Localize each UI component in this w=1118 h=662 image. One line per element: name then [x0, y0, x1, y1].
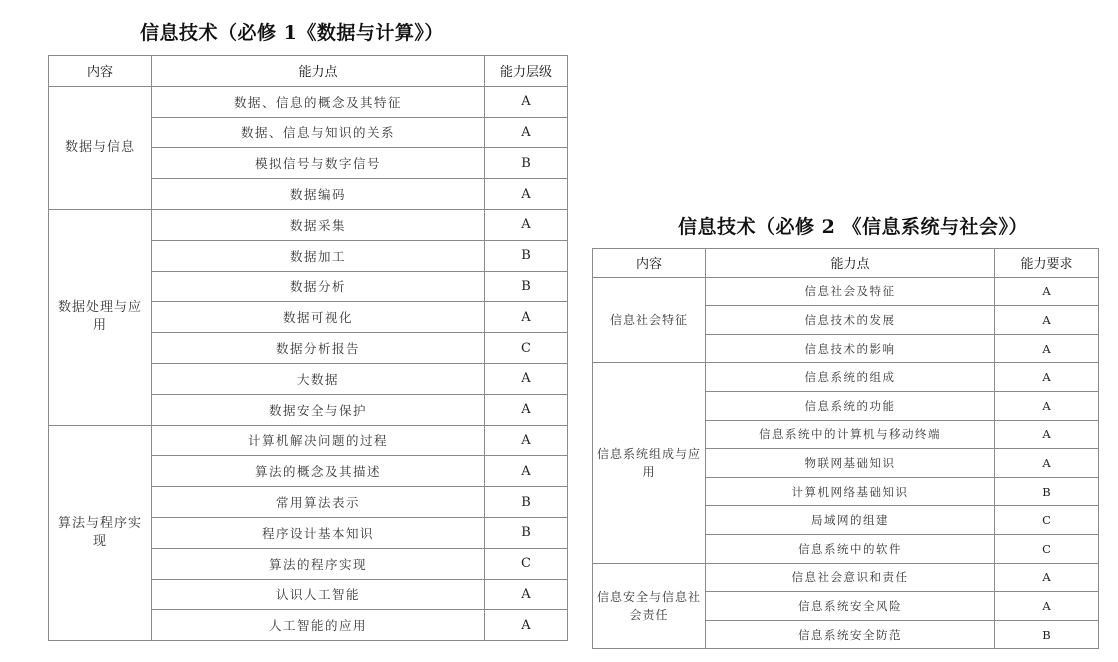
category-cell: 数据与信息: [49, 86, 152, 209]
level-cell: A: [995, 391, 1099, 420]
level-cell: B: [485, 487, 568, 518]
ability-point-cell: 算法的程序实现: [152, 548, 485, 579]
ability-point-cell: 计算机解决问题的过程: [152, 425, 485, 456]
header-row: [593, 249, 1099, 278]
table-row: [593, 277, 1099, 306]
level-cell: A: [995, 420, 1099, 449]
ability-point-cell: 信息系统的功能: [706, 391, 995, 420]
table1-title: 信息技术（必修 1《数据与计算》）: [140, 22, 444, 44]
level-cell: A: [485, 86, 568, 117]
ability-point-cell: 算法的概念及其描述: [152, 456, 485, 487]
level-cell: C: [995, 534, 1099, 563]
ability-point-cell: 信息系统中的软件: [706, 534, 995, 563]
ability-point-cell: 数据、信息与知识的关系: [152, 117, 485, 148]
ability-point-cell: 大数据: [152, 363, 485, 394]
column-header: 能力点: [706, 249, 995, 278]
ability-point-cell: 模拟信号与数字信号: [152, 148, 485, 179]
level-cell: A: [485, 302, 568, 333]
ability-point-cell: 数据加工: [152, 240, 485, 271]
ability-point-cell: 信息系统中的计算机与移动终端: [706, 420, 995, 449]
level-cell: A: [485, 579, 568, 610]
column-header: 内容: [49, 56, 152, 87]
level-cell: B: [485, 240, 568, 271]
ability-point-cell: 数据可视化: [152, 302, 485, 333]
level-cell: B: [485, 517, 568, 548]
level-cell: A: [485, 363, 568, 394]
column-header: 能力层级: [485, 56, 568, 87]
table-row: [593, 363, 1099, 392]
ability-point-cell: 数据分析报告: [152, 333, 485, 364]
level-cell: B: [995, 477, 1099, 506]
category-cell: 信息社会特征: [593, 277, 706, 363]
table2: [592, 248, 1099, 649]
level-cell: A: [995, 334, 1099, 363]
column-header: 能力点: [152, 56, 485, 87]
level-cell: A: [485, 456, 568, 487]
column-header: 能力要求: [995, 249, 1099, 278]
level-cell: A: [485, 425, 568, 456]
level-cell: A: [995, 277, 1099, 306]
ability-point-cell: 物联网基础知识: [706, 449, 995, 478]
category-cell: 算法与程序实现: [49, 425, 152, 641]
level-cell: A: [995, 449, 1099, 478]
ability-point-cell: 信息社会及特征: [706, 277, 995, 306]
level-cell: C: [995, 506, 1099, 535]
ability-point-cell: 信息技术的发展: [706, 306, 995, 335]
level-cell: A: [995, 306, 1099, 335]
ability-point-cell: 信息系统安全风险: [706, 592, 995, 621]
level-cell: A: [485, 117, 568, 148]
category-cell: 信息系统组成与应用: [593, 363, 706, 563]
ability-point-cell: 数据、信息的概念及其特征: [152, 86, 485, 117]
level-cell: A: [485, 179, 568, 210]
ability-point-cell: 数据安全与保护: [152, 394, 485, 425]
level-cell: A: [485, 209, 568, 240]
table-row: [593, 563, 1099, 592]
level-cell: C: [485, 548, 568, 579]
ability-point-cell: 信息技术的影响: [706, 334, 995, 363]
column-header: 内容: [593, 249, 706, 278]
ability-point-cell: 信息系统安全防范: [706, 620, 995, 649]
level-cell: A: [995, 363, 1099, 392]
ability-point-cell: 计算机网络基础知识: [706, 477, 995, 506]
ability-point-cell: 数据采集: [152, 209, 485, 240]
table2-title: 信息技术（必修 2 《信息系统与社会》）: [678, 216, 1028, 238]
ability-point-cell: 信息社会意识和责任: [706, 563, 995, 592]
ability-point-cell: 局域网的组建: [706, 506, 995, 535]
table1: [48, 55, 568, 641]
table-row: [49, 425, 568, 456]
level-cell: A: [995, 592, 1099, 621]
level-cell: B: [485, 271, 568, 302]
ability-point-cell: 数据编码: [152, 179, 485, 210]
category-cell: 数据处理与应用: [49, 209, 152, 425]
table-row: [49, 86, 568, 117]
level-cell: A: [485, 610, 568, 641]
category-cell: 信息安全与信息社会责任: [593, 563, 706, 649]
table-row: [49, 209, 568, 240]
header-row: [49, 56, 568, 87]
level-cell: C: [485, 333, 568, 364]
level-cell: B: [485, 148, 568, 179]
ability-point-cell: 人工智能的应用: [152, 610, 485, 641]
level-cell: A: [485, 394, 568, 425]
level-cell: A: [995, 563, 1099, 592]
ability-point-cell: 程序设计基本知识: [152, 517, 485, 548]
ability-point-cell: 信息系统的组成: [706, 363, 995, 392]
ability-point-cell: 数据分析: [152, 271, 485, 302]
ability-point-cell: 常用算法表示: [152, 487, 485, 518]
level-cell: B: [995, 620, 1099, 649]
ability-point-cell: 认识人工智能: [152, 579, 485, 610]
